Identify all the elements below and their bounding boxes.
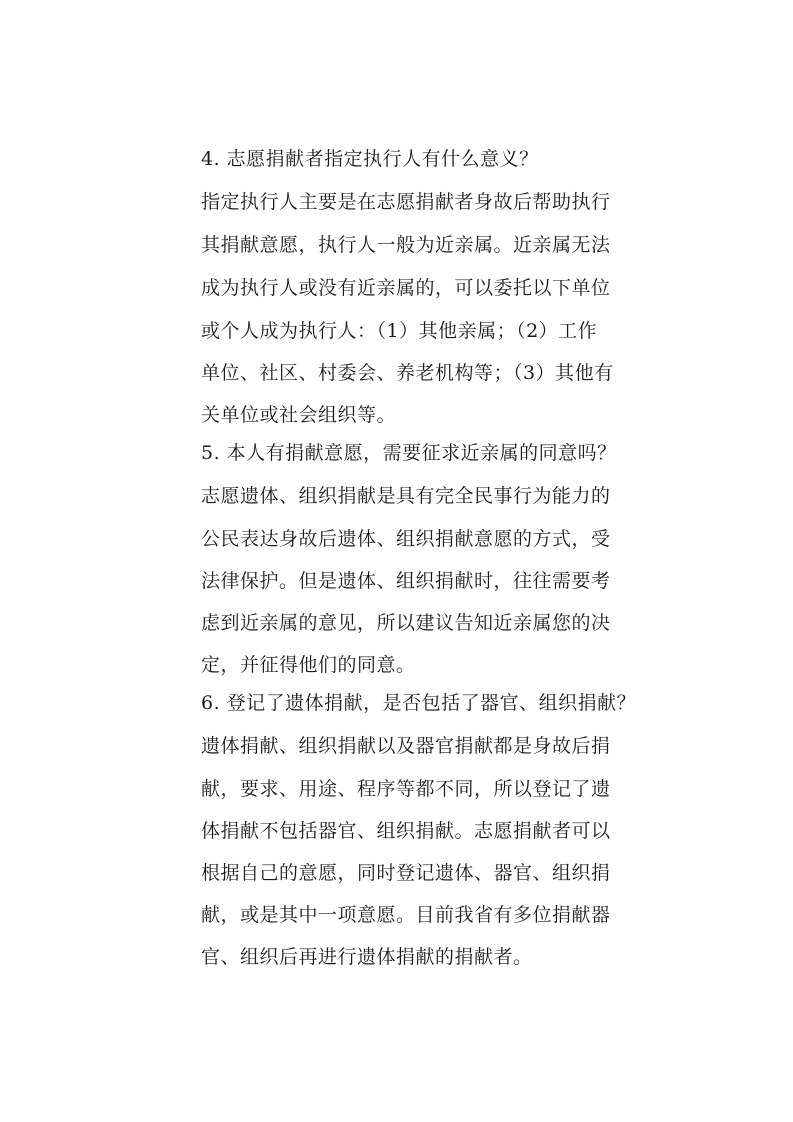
question-6-heading: 6. 登记了遗体捐献，是否包括了器官、组织捐献？ [201,692,637,714]
answer-6-line-6: 官、组织后再进行遗体捐献的捐献者。 [201,946,533,968]
answer-5-line-1: 志愿遗体、组织捐献是具有完全民事行为能力的 [201,485,611,507]
answer-6-line-1: 遗体捐献、组织捐献以及器官捐献都是身故后捐 [201,735,611,757]
answer-6-line-5: 献，或是其中一项意愿。目前我省有多位捐献器 [201,904,611,926]
question-4-heading: 4. 志愿捐献者指定执行人有什么意义？ [201,148,539,170]
answer-4-line-3: 成为执行人或没有近亲属的，可以委托以下单位 [201,277,611,299]
answer-6-line-3: 体捐献不包括器官、组织捐献。志愿捐献者可以 [201,820,611,842]
answer-4-line-1: 指定执行人主要是在志愿捐献者身故后帮助执行 [201,191,611,213]
answer-4-line-6: 关单位或社会组织等。 [201,404,397,426]
answer-6-line-2: 献，要求、用途、程序等都不同，所以登记了遗 [201,778,611,800]
answer-5-line-3: 法律保护。但是遗体、组织捐献时，往往需要考 [201,570,611,592]
answer-5-line-2: 公民表达身故后遗体、组织捐献意愿的方式，受 [201,528,611,550]
answer-5-line-5: 定，并征得他们的同意。 [201,654,416,676]
answer-4-line-2: 其捐献意愿，执行人一般为近亲属。近亲属无法 [201,234,611,256]
answer-5-line-4: 虑到近亲属的意见，所以建议告知近亲属您的决 [201,612,611,634]
answer-6-line-4: 根据自己的意愿，同时登记遗体、器官、组织捐 [201,862,611,884]
answer-4-line-5: 单位、社区、村委会、养老机构等；（3）其他有 [201,362,614,384]
question-5-heading: 5. 本人有捐献意愿，需要征求近亲属的同意吗？ [201,442,617,464]
answer-4-line-4: 或个人成为执行人：（1）其他亲属；（2）工作 [201,320,598,342]
